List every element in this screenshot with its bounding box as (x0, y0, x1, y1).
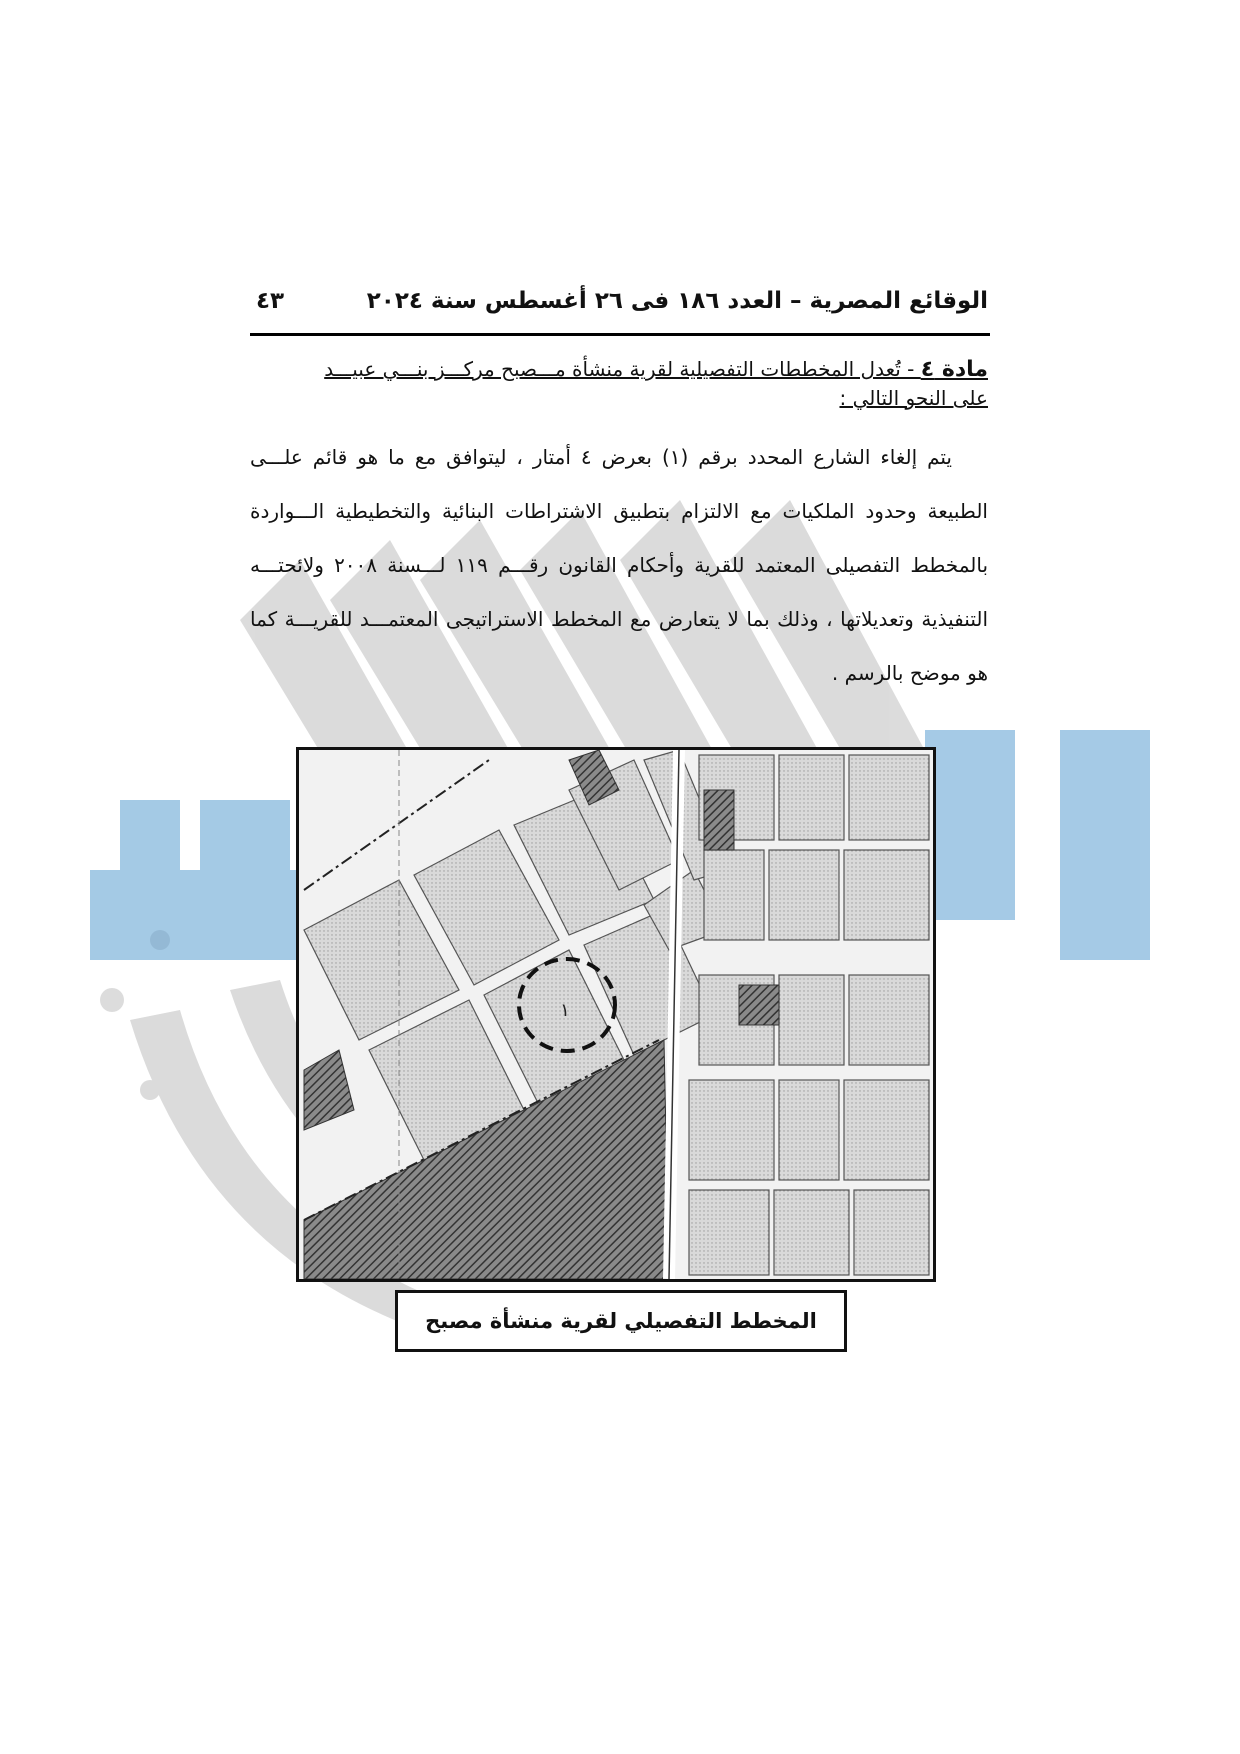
hatched-parcel-right-1 (704, 790, 734, 850)
article-paragraph: يتم إلغاء الشارع المحدد برقم (١) بعرض ٤ أمتار ، ليتوافق مع ما هو قائم علـــى الطبيعة وحدود الملكيات مع الالتزام بتطبيق الاشتراطات البنائية والتخطيطية الـــواردة بالمخطط التفصيلى المعتمد للقرية وأحكام القانون رقـــم ١١٩ لـــسنة ٢٠٠٨ ولائحتـــه التنفيذية وتعديلاتها ، وذلك بما لا يتعارض مع المخطط الاستراتيجى المعتمـــد للقريـــة كما هو موضح بالرسم . (250, 445, 989, 685)
detailed-plan-map (296, 747, 942, 1283)
header-title: الوقائع المصرية – العدد ١٨٦ فى ٢٦ أغسطس سنة ٢٠٢٤ (366, 288, 988, 314)
map-caption: المخطط التفصيلي لقرية منشأة مصبح (425, 1309, 817, 1333)
article-body (250, 355, 988, 720)
map-caption-box (395, 1290, 847, 1352)
article-heading (250, 355, 988, 384)
article-intro-line2 (250, 384, 988, 412)
article-intro: - تُعدل المخططات التفصيلية لقرية منشأة مـــصبح مركـــز بنـــي عبيـــد (324, 357, 921, 381)
article-label: مادة ٤ (920, 357, 988, 382)
hatched-parcel-right-2 (739, 985, 779, 1025)
article-intro-continued: على النحو التالي : (839, 386, 988, 410)
page-header (250, 288, 988, 320)
header-divider (250, 333, 990, 336)
map-drawing (299, 750, 933, 1279)
street-number-label: ١ (560, 1000, 570, 1021)
map-frame (296, 747, 936, 1282)
page-number: ٤٣ (256, 288, 285, 314)
